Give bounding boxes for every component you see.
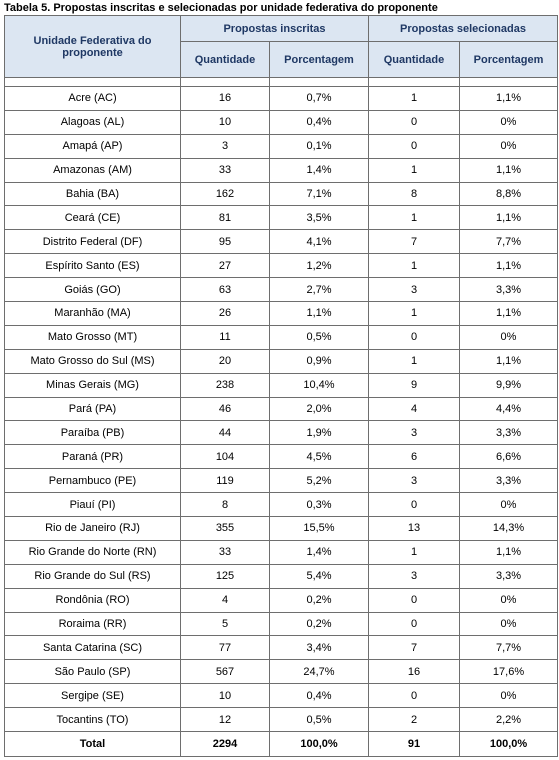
cell-qtd-selecionadas: 1 [369, 302, 460, 326]
cell-qtd-inscritas: 12 [181, 708, 270, 732]
cell-uf: Rio Grande do Norte (RN) [5, 540, 181, 564]
cell-qtd-inscritas: 162 [181, 182, 270, 206]
table-row [5, 158, 558, 182]
table-row [5, 708, 558, 732]
cell-uf: Bahia (BA) [5, 182, 181, 206]
spacer-cell [5, 78, 181, 87]
cell-uf: Sergipe (SE) [5, 684, 181, 708]
cell-pct-selecionadas: 3,3% [460, 469, 558, 493]
table-row [5, 660, 558, 684]
spacer-cell [460, 78, 558, 87]
cell-pct-inscritas: 0,9% [270, 349, 369, 373]
cell-qtd-selecionadas: 6 [369, 445, 460, 469]
header-selecionadas: Propostas selecionadas [369, 16, 558, 42]
spacer-cell [270, 78, 369, 87]
cell-uf: Distrito Federal (DF) [5, 230, 181, 254]
total-pct-inscritas: 100,0% [270, 732, 369, 757]
cell-pct-inscritas: 5,4% [270, 564, 369, 588]
cell-qtd-inscritas: 81 [181, 206, 270, 230]
table-row [5, 302, 558, 326]
cell-pct-selecionadas: 1,1% [460, 158, 558, 182]
cell-qtd-selecionadas: 8 [369, 182, 460, 206]
cell-qtd-inscritas: 567 [181, 660, 270, 684]
spacer-row [5, 78, 558, 87]
table-row [5, 373, 558, 397]
cell-qtd-selecionadas: 1 [369, 349, 460, 373]
cell-qtd-selecionadas: 0 [369, 612, 460, 636]
cell-pct-inscritas: 3,4% [270, 636, 369, 660]
cell-uf: Paraíba (PB) [5, 421, 181, 445]
cell-pct-inscritas: 5,2% [270, 469, 369, 493]
cell-uf: Minas Gerais (MG) [5, 373, 181, 397]
cell-pct-selecionadas: 8,8% [460, 182, 558, 206]
table-row [5, 469, 558, 493]
table-row [5, 278, 558, 302]
cell-qtd-inscritas: 77 [181, 636, 270, 660]
cell-qtd-inscritas: 104 [181, 445, 270, 469]
cell-qtd-inscritas: 238 [181, 373, 270, 397]
cell-qtd-inscritas: 46 [181, 397, 270, 421]
cell-qtd-inscritas: 11 [181, 325, 270, 349]
cell-pct-inscritas: 2,0% [270, 397, 369, 421]
cell-qtd-selecionadas: 9 [369, 373, 460, 397]
cell-pct-selecionadas: 0% [460, 134, 558, 158]
cell-qtd-inscritas: 125 [181, 564, 270, 588]
table-row [5, 517, 558, 541]
cell-pct-inscritas: 2,7% [270, 278, 369, 302]
table-row [5, 493, 558, 517]
cell-pct-inscritas: 1,4% [270, 158, 369, 182]
cell-qtd-selecionadas: 4 [369, 397, 460, 421]
cell-qtd-selecionadas: 3 [369, 469, 460, 493]
cell-qtd-selecionadas: 1 [369, 206, 460, 230]
cell-uf: Pará (PA) [5, 397, 181, 421]
cell-uf: Rio de Janeiro (RJ) [5, 517, 181, 541]
cell-qtd-inscritas: 3 [181, 134, 270, 158]
table-row [5, 230, 558, 254]
cell-pct-inscritas: 0,4% [270, 684, 369, 708]
cell-pct-inscritas: 1,1% [270, 302, 369, 326]
cell-qtd-inscritas: 20 [181, 349, 270, 373]
cell-uf: Mato Grosso (MT) [5, 325, 181, 349]
cell-qtd-selecionadas: 3 [369, 564, 460, 588]
table-header [5, 16, 558, 78]
cell-pct-inscritas: 0,5% [270, 325, 369, 349]
cell-uf: Roraima (RR) [5, 612, 181, 636]
cell-pct-selecionadas: 7,7% [460, 230, 558, 254]
cell-pct-selecionadas: 0% [460, 684, 558, 708]
cell-uf: Rondônia (RO) [5, 588, 181, 612]
cell-pct-selecionadas: 0% [460, 325, 558, 349]
cell-qtd-selecionadas: 7 [369, 230, 460, 254]
cell-pct-selecionadas: 17,6% [460, 660, 558, 684]
cell-pct-inscritas: 3,5% [270, 206, 369, 230]
cell-qtd-inscritas: 119 [181, 469, 270, 493]
cell-pct-selecionadas: 0% [460, 110, 558, 134]
cell-qtd-inscritas: 44 [181, 421, 270, 445]
cell-pct-selecionadas: 0% [460, 612, 558, 636]
cell-pct-inscritas: 1,9% [270, 421, 369, 445]
cell-pct-inscritas: 4,5% [270, 445, 369, 469]
table-row [5, 445, 558, 469]
cell-qtd-selecionadas: 13 [369, 517, 460, 541]
cell-uf: Alagoas (AL) [5, 110, 181, 134]
cell-uf: Goiás (GO) [5, 278, 181, 302]
cell-pct-selecionadas: 1,1% [460, 540, 558, 564]
table-row [5, 564, 558, 588]
header-uf: Unidade Federativa do proponente [5, 16, 181, 78]
cell-uf: Espírito Santo (ES) [5, 254, 181, 278]
cell-pct-selecionadas: 14,3% [460, 517, 558, 541]
cell-pct-selecionadas: 1,1% [460, 302, 558, 326]
cell-pct-selecionadas: 3,3% [460, 278, 558, 302]
cell-qtd-inscritas: 10 [181, 684, 270, 708]
header-quantidade-inscritas: Quantidade [181, 42, 270, 78]
cell-qtd-selecionadas: 0 [369, 684, 460, 708]
table-row [5, 182, 558, 206]
cell-qtd-inscritas: 8 [181, 493, 270, 517]
table-body [5, 78, 558, 732]
table-row [5, 612, 558, 636]
cell-pct-inscritas: 15,5% [270, 517, 369, 541]
cell-pct-selecionadas: 1,1% [460, 87, 558, 111]
table-row [5, 87, 558, 111]
cell-pct-inscritas: 0,1% [270, 134, 369, 158]
cell-uf: Acre (AC) [5, 87, 181, 111]
cell-qtd-inscritas: 16 [181, 87, 270, 111]
cell-qtd-selecionadas: 1 [369, 540, 460, 564]
cell-qtd-inscritas: 355 [181, 517, 270, 541]
cell-pct-inscritas: 0,7% [270, 87, 369, 111]
cell-pct-selecionadas: 0% [460, 493, 558, 517]
cell-uf: Pernambuco (PE) [5, 469, 181, 493]
total-qtd-inscritas: 2294 [181, 732, 270, 757]
cell-qtd-selecionadas: 1 [369, 158, 460, 182]
table-row [5, 588, 558, 612]
cell-pct-inscritas: 0,5% [270, 708, 369, 732]
cell-pct-inscritas: 7,1% [270, 182, 369, 206]
cell-pct-selecionadas: 1,1% [460, 349, 558, 373]
table-footer [5, 732, 558, 757]
cell-qtd-inscritas: 4 [181, 588, 270, 612]
header-quantidade-selecionadas: Quantidade [369, 42, 460, 78]
table-row [5, 349, 558, 373]
cell-uf: Mato Grosso do Sul (MS) [5, 349, 181, 373]
cell-pct-selecionadas: 4,4% [460, 397, 558, 421]
cell-pct-inscritas: 0,3% [270, 493, 369, 517]
cell-uf: Amazonas (AM) [5, 158, 181, 182]
table-row [5, 540, 558, 564]
cell-qtd-inscritas: 95 [181, 230, 270, 254]
table-row [5, 684, 558, 708]
cell-qtd-selecionadas: 16 [369, 660, 460, 684]
table-row [5, 636, 558, 660]
table-row [5, 254, 558, 278]
proposals-table [4, 15, 558, 757]
cell-uf: Piauí (PI) [5, 493, 181, 517]
cell-qtd-inscritas: 33 [181, 158, 270, 182]
cell-uf: Tocantins (TO) [5, 708, 181, 732]
cell-pct-inscritas: 0,2% [270, 588, 369, 612]
cell-uf: Rio Grande do Sul (RS) [5, 564, 181, 588]
cell-qtd-selecionadas: 0 [369, 134, 460, 158]
cell-qtd-selecionadas: 1 [369, 254, 460, 278]
total-label: Total [5, 732, 181, 757]
cell-pct-selecionadas: 3,3% [460, 421, 558, 445]
table-row [5, 325, 558, 349]
cell-uf: Santa Catarina (SC) [5, 636, 181, 660]
cell-qtd-selecionadas: 1 [369, 87, 460, 111]
cell-qtd-inscritas: 63 [181, 278, 270, 302]
cell-pct-inscritas: 4,1% [270, 230, 369, 254]
cell-qtd-selecionadas: 3 [369, 278, 460, 302]
cell-uf: Amapá (AP) [5, 134, 181, 158]
cell-qtd-inscritas: 33 [181, 540, 270, 564]
cell-pct-selecionadas: 1,1% [460, 254, 558, 278]
table-caption: Tabela 5. Propostas inscritas e selecionadas por unidade federativa do proponente [4, 2, 438, 14]
table-row [5, 110, 558, 134]
table-row [5, 134, 558, 158]
total-row [5, 732, 558, 757]
cell-pct-selecionadas: 0% [460, 588, 558, 612]
header-inscritas: Propostas inscritas [181, 16, 369, 42]
cell-qtd-selecionadas: 2 [369, 708, 460, 732]
total-pct-selecionadas: 100,0% [460, 732, 558, 757]
table-row [5, 397, 558, 421]
cell-pct-inscritas: 24,7% [270, 660, 369, 684]
spacer-cell [181, 78, 270, 87]
cell-pct-selecionadas: 1,1% [460, 206, 558, 230]
cell-pct-inscritas: 10,4% [270, 373, 369, 397]
cell-qtd-selecionadas: 0 [369, 588, 460, 612]
cell-uf: Paraná (PR) [5, 445, 181, 469]
cell-uf: São Paulo (SP) [5, 660, 181, 684]
header-porcentagem-inscritas: Porcentagem [270, 42, 369, 78]
cell-qtd-inscritas: 5 [181, 612, 270, 636]
cell-qtd-inscritas: 10 [181, 110, 270, 134]
total-qtd-selecionadas: 91 [369, 732, 460, 757]
cell-pct-selecionadas: 2,2% [460, 708, 558, 732]
table-row [5, 206, 558, 230]
table-row [5, 421, 558, 445]
cell-pct-selecionadas: 9,9% [460, 373, 558, 397]
cell-uf: Ceará (CE) [5, 206, 181, 230]
spacer-cell [369, 78, 460, 87]
header-porcentagem-selecionadas: Porcentagem [460, 42, 558, 78]
cell-qtd-selecionadas: 3 [369, 421, 460, 445]
cell-pct-selecionadas: 3,3% [460, 564, 558, 588]
cell-pct-inscritas: 0,4% [270, 110, 369, 134]
cell-qtd-selecionadas: 0 [369, 325, 460, 349]
cell-qtd-selecionadas: 0 [369, 110, 460, 134]
cell-qtd-selecionadas: 0 [369, 493, 460, 517]
cell-pct-inscritas: 1,2% [270, 254, 369, 278]
cell-qtd-inscritas: 27 [181, 254, 270, 278]
cell-pct-selecionadas: 6,6% [460, 445, 558, 469]
cell-qtd-inscritas: 26 [181, 302, 270, 326]
cell-pct-inscritas: 1,4% [270, 540, 369, 564]
cell-uf: Maranhão (MA) [5, 302, 181, 326]
cell-pct-inscritas: 0,2% [270, 612, 369, 636]
cell-pct-selecionadas: 7,7% [460, 636, 558, 660]
cell-qtd-selecionadas: 7 [369, 636, 460, 660]
